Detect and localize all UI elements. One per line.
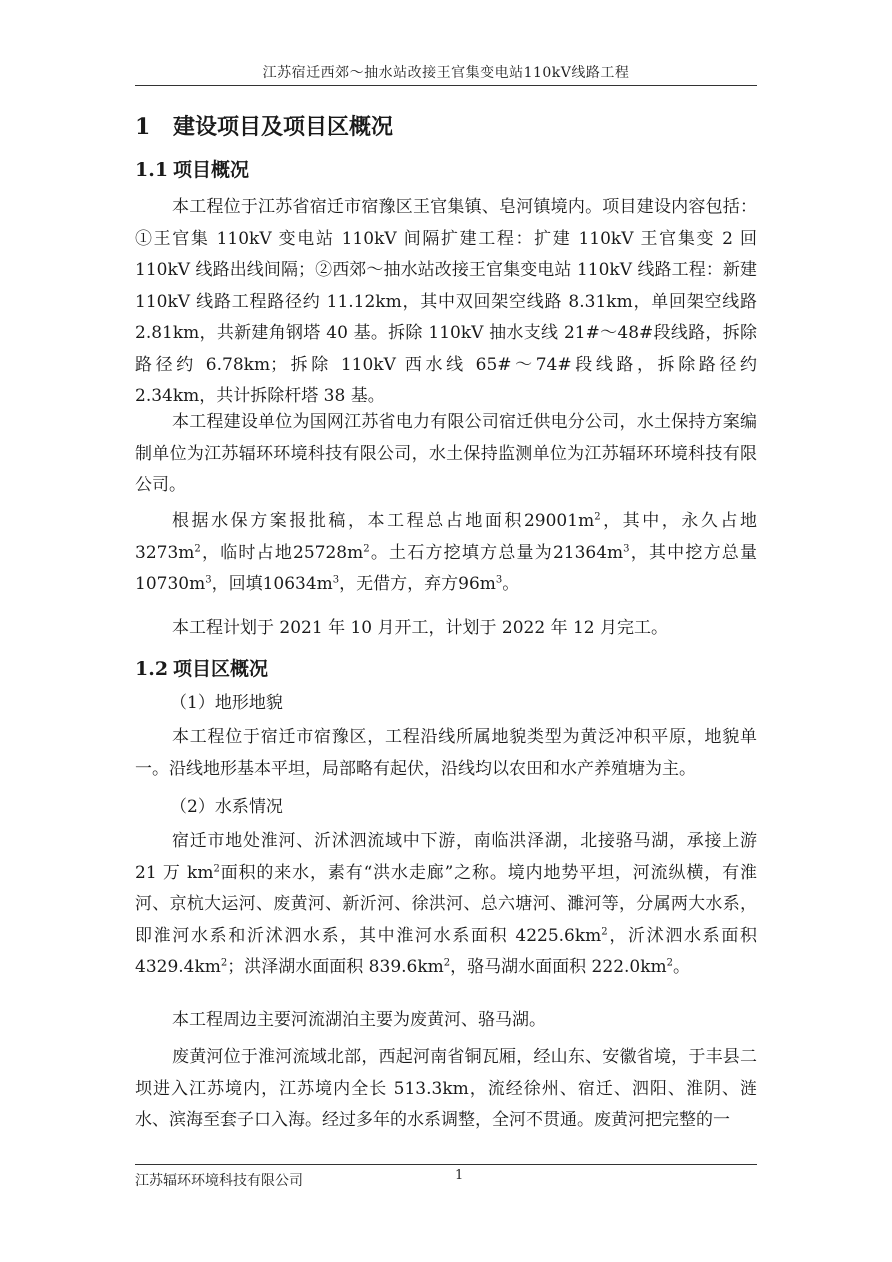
paragraph-nearby-rivers: 本工程周边主要河流湖泊主要为废黄河、骆马湖。 xyxy=(172,1010,546,1030)
section-1-2-heading xyxy=(135,654,268,681)
subheading-terrain: （1）地形地貌 xyxy=(170,693,283,713)
page-number: 1 xyxy=(455,1168,464,1183)
footer-company: 江苏辐环环境科技有限公司 xyxy=(135,1173,303,1189)
paragraph-project-scope: 本工程位于江苏省宿迁市宿豫区王官集镇、皂河镇境内。项目建设内容包括：①王官集 110kV 变电站 110kV 间隔扩建工程：扩建 110kV 王官集变 2 回 110kV 线路出线间隔；②西郊～抽水站改接王官集变电站 110kV 线路工程：新建 110kV 线路工程路径约 11.12km，其中双回架空线路 8.31km，单回架空线路 2.81km，共新建角钢塔 40 基。拆除 110kV 抽水支线 21#～48#段线路，拆除路径约 6.78km；拆除 110kV 西水线 65#～74#段线路，拆除路径约 2.34km，共计拆除杆塔 38 基。 xyxy=(135,197,757,406)
section-1-2-title: 项目区概况 xyxy=(173,658,269,680)
section-1-2-number: 1.2 xyxy=(135,658,169,680)
section-1-1-title: 项目概况 xyxy=(173,159,250,181)
section-1-1-heading xyxy=(135,155,249,182)
section-1-number: 1 xyxy=(135,114,151,140)
section-1-heading xyxy=(135,110,393,141)
section-1-title: 建设项目及项目区概况 xyxy=(173,114,394,140)
paragraph-terrain: 本工程位于宿迁市宿豫区，工程沿线所属地貌类型为黄泛冲积平原，地貌单一。沿线地形基本平坦，局部略有起伏，沿线均以农田和水产养殖塘为主。 xyxy=(135,727,757,779)
section-1-1-number: 1.1 xyxy=(135,159,169,181)
paragraph-feihuang-river: 废黄河位于淮河流域北部，西起河南省铜瓦厢，经山东、安徽省境，于丰县二坝进入江苏境内，江苏境内全长 513.3km，流经徐州、宿迁、泗阳、淮阴、涟水、滨海至套子口入海。经过多年的水系调整，全河不贯通。废黄河把完整的一 xyxy=(135,1047,757,1130)
running-header: 江苏宿迁西郊～抽水站改接王官集变电站110kV线路工程 xyxy=(262,65,630,81)
header-divider xyxy=(135,85,757,86)
subheading-water-system: （2）水系情况 xyxy=(170,797,283,817)
paragraph-responsible-units: 本工程建设单位为国网江苏省电力有限公司宿迁供电分公司，水土保持方案编制单位为江苏辐环环境科技有限公司，水土保持监测单位为江苏辐环环境科技有限公司。 xyxy=(135,412,757,495)
paragraph-water-system: 宿迁市地处淮河、沂沭泗流域中下游，南临洪泽湖，北接骆马湖，承接上游 21 万 $km^2$面积的来水，素有“洪水走廊”之称。境内地势平坦，河流纵横，有淮河、京杭大运河、废黄河、新沂河、徐洪河、总六塘河、濉河等，分属两大水系，即淮河水系和沂沭泗水系，其中淮河水系面积 $4225.6km^2$，沂沭泗水系面积 $4329.4km^2$；洪泽湖水面面积 $839.6km^2$，骆马湖水面面积 $222.0km^2$。 xyxy=(135,831,757,977)
footer-divider xyxy=(135,1164,757,1165)
paragraph-schedule: 本工程计划于 2021 年 10 月开工，计划于 2022 年 12 月完工。 xyxy=(172,618,669,638)
paragraph-land-earthwork: 根据水保方案报批稿，本工程总占地面积$29001m^2$，其中，永久占地$3273m^2$，临时占地$25728m^2$。土石方挖填方总量为$21364m^3$，其中挖方总量$10730m^3$，回填$10634m^3$，无借方，弃方$96m^3$。 xyxy=(135,511,758,594)
